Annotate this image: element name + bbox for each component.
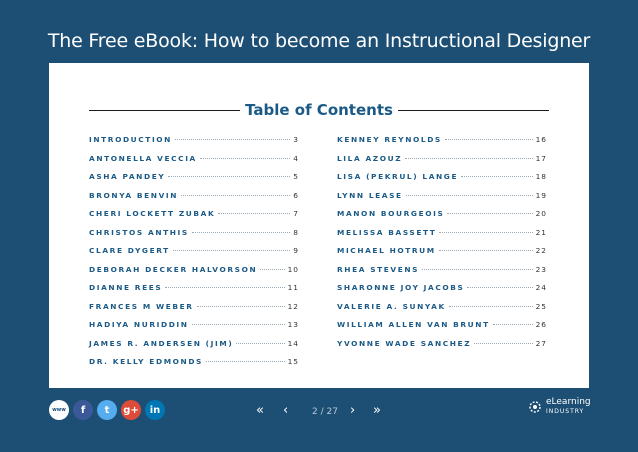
toc-entry-name: BRONYA BENVIN	[89, 190, 179, 200]
toc-entry-name: CLARE DYGERT	[89, 246, 170, 255]
toc-entry-page: 26	[535, 320, 547, 329]
toc-entry-page: 3	[293, 135, 299, 144]
toc-entry-page: 12	[287, 301, 299, 311]
toc-entry-name: FRANCES M WEBER	[89, 301, 194, 311]
toc-leader-dots	[192, 324, 285, 325]
toc-entry-name: ANTONELLA VECCIA	[89, 153, 197, 163]
toc-entry[interactable]	[337, 172, 547, 191]
toc-entry[interactable]	[89, 320, 299, 339]
toc-leader-dots	[467, 287, 532, 288]
toc-entry-name: LISA (PEKRUL) LANGE	[337, 172, 459, 181]
brand-icon	[528, 400, 542, 414]
toc-entry[interactable]	[337, 135, 547, 154]
toc-entry-name: CHRISTOS ANTHIS	[89, 227, 189, 237]
toc-leader-dots	[181, 195, 290, 196]
toc-entry-page: 4	[293, 153, 299, 163]
ebook-page	[49, 63, 589, 388]
toc-entry-page: 5	[293, 172, 299, 181]
next-page-button[interactable]: ›	[350, 403, 356, 418]
brand-line2: INDUSTRY	[546, 408, 585, 415]
toc-leader-dots	[439, 250, 533, 251]
toc-entry-name: SHARONNE JOY JACOBS	[337, 283, 465, 292]
toc-entry-name: WILLIAM ALLEN VAN BRUNT	[337, 320, 490, 329]
toc-entry-name: HADIYA NURIDDIN	[89, 320, 189, 329]
toc-entry[interactable]	[89, 265, 299, 284]
toc-entry-name: VALERIE A. SUNYAK	[337, 301, 446, 311]
toc-leader-dots	[449, 306, 533, 307]
toc-entry[interactable]	[337, 209, 547, 228]
toc-entry-name: LILA AZOUZ	[337, 153, 403, 163]
toc-entry-name: JAMES R. ANDERSEN (JIM)	[89, 338, 234, 348]
toc-entry-page: 25	[535, 301, 547, 311]
toc-entry-page: 18	[535, 172, 547, 181]
twitter-icon[interactable]: t	[97, 400, 117, 420]
toc-entry-page: 13	[287, 320, 299, 329]
toc-leader-dots	[168, 176, 290, 177]
toc-entry[interactable]	[337, 228, 547, 247]
toc-entry[interactable]	[89, 154, 299, 173]
toc-entry-name: MANON BOURGEOIS	[337, 209, 445, 218]
toc-column-left	[89, 135, 299, 376]
toc-entry-page: 9	[293, 246, 299, 255]
elearning-industry-logo[interactable]	[528, 398, 591, 416]
toc-entry[interactable]	[337, 302, 547, 321]
toc-entry-page: 22	[535, 246, 547, 255]
toc-leader-dots	[405, 158, 532, 159]
globe-icon[interactable]: www	[49, 400, 69, 420]
toc-leader-dots	[422, 269, 532, 270]
heading-rule-right	[398, 110, 549, 111]
last-page-button[interactable]: »	[373, 403, 381, 418]
toc-entry[interactable]	[89, 191, 299, 210]
toc-entry-page: 15	[287, 357, 299, 366]
toc-entry-name: DIANNE REES	[89, 283, 163, 292]
toc-entry[interactable]	[89, 339, 299, 358]
google-plus-icon[interactable]: g+	[121, 400, 141, 420]
toc-entry-page: 7	[293, 209, 299, 218]
toc-heading: Table of Contents	[245, 101, 393, 119]
toc-leader-dots	[165, 287, 284, 288]
toc-leader-dots	[439, 232, 532, 233]
toc-entry-name: CHERI LOCKETT ZUBAK	[89, 209, 216, 218]
toc-entry[interactable]	[337, 191, 547, 210]
toc-leader-dots	[197, 306, 285, 307]
toc-entry-page: 8	[293, 227, 299, 237]
toc-leader-dots	[175, 139, 290, 140]
toc-entry-name: KENNEY REYNOLDS	[337, 135, 442, 144]
toc-leader-dots	[447, 213, 532, 214]
toc-entry-name: DR. KELLY EDMONDS	[89, 357, 203, 366]
toc-entry-name: DEBORAH DECKER HALVORSON	[89, 264, 258, 274]
toc-entry-page: 11	[287, 283, 299, 292]
toc-heading-row	[89, 99, 549, 121]
toc-entry-page: 14	[287, 338, 299, 348]
toc-leader-dots	[461, 176, 532, 177]
toc-entry-name: YVONNE WADE SANCHEZ	[337, 338, 472, 348]
toc-entry[interactable]	[337, 283, 547, 302]
toc-column-right	[337, 135, 547, 357]
toc-entry-page: 17	[535, 153, 547, 163]
toc-entry-page: 20	[535, 209, 547, 218]
toc-entry[interactable]	[89, 357, 299, 376]
toc-leader-dots	[445, 139, 533, 140]
toc-entry-page: 10	[287, 264, 299, 274]
toc-entry-name: RHEA STEVENS	[337, 264, 420, 274]
toc-entry-page: 16	[535, 135, 547, 144]
toc-entry[interactable]	[89, 209, 299, 228]
toc-leader-dots	[260, 269, 284, 270]
facebook-icon[interactable]: f	[73, 400, 93, 420]
toc-entry[interactable]	[337, 154, 547, 173]
toc-entry-name: INTRODUCTION	[89, 135, 172, 144]
toc-entry-page: 27	[535, 338, 547, 348]
toc-leader-dots	[406, 195, 533, 196]
toc-entry[interactable]	[337, 320, 547, 339]
toc-leader-dots	[206, 361, 285, 362]
toc-entry[interactable]	[89, 246, 299, 265]
toc-entry-page: 23	[535, 264, 547, 274]
prev-page-button[interactable]: ‹	[283, 403, 289, 418]
toc-entry[interactable]	[337, 339, 547, 358]
toc-entry[interactable]	[89, 283, 299, 302]
toc-entry-name: LYNN LEASE	[337, 190, 403, 200]
toc-leader-dots	[173, 250, 290, 251]
toc-entry-page: 6	[293, 190, 299, 200]
page-indicator: 2 / 27	[312, 407, 338, 417]
brand-line1: eLearning	[546, 397, 591, 407]
toc-entry[interactable]	[337, 265, 547, 284]
toc-leader-dots	[236, 343, 284, 344]
toc-entry-page: 19	[535, 190, 547, 200]
ebook-title: The Free eBook: How to become an Instructional Designer	[47, 30, 591, 52]
toc-entry[interactable]	[89, 302, 299, 321]
toc-entry[interactable]	[89, 228, 299, 247]
heading-rule-left	[89, 110, 240, 111]
first-page-button[interactable]: «	[256, 403, 264, 418]
toc-leader-dots	[474, 343, 532, 344]
toc-entry-page: 21	[535, 227, 547, 237]
toc-leader-dots	[218, 213, 290, 214]
linkedin-icon[interactable]: in	[145, 400, 165, 420]
toc-entry[interactable]	[337, 246, 547, 265]
toc-entry[interactable]	[89, 135, 299, 154]
toc-entry-name: MELISSA BASSETT	[337, 227, 437, 237]
toc-entry-name: ASHA PANDEY	[89, 172, 166, 181]
toc-leader-dots	[200, 158, 290, 159]
toc-leader-dots	[192, 232, 290, 233]
toc-entry[interactable]	[89, 172, 299, 191]
toc-entry-page: 24	[535, 283, 547, 292]
toc-leader-dots	[493, 324, 533, 325]
toc-entry-name: MICHAEL HOTRUM	[337, 246, 436, 255]
